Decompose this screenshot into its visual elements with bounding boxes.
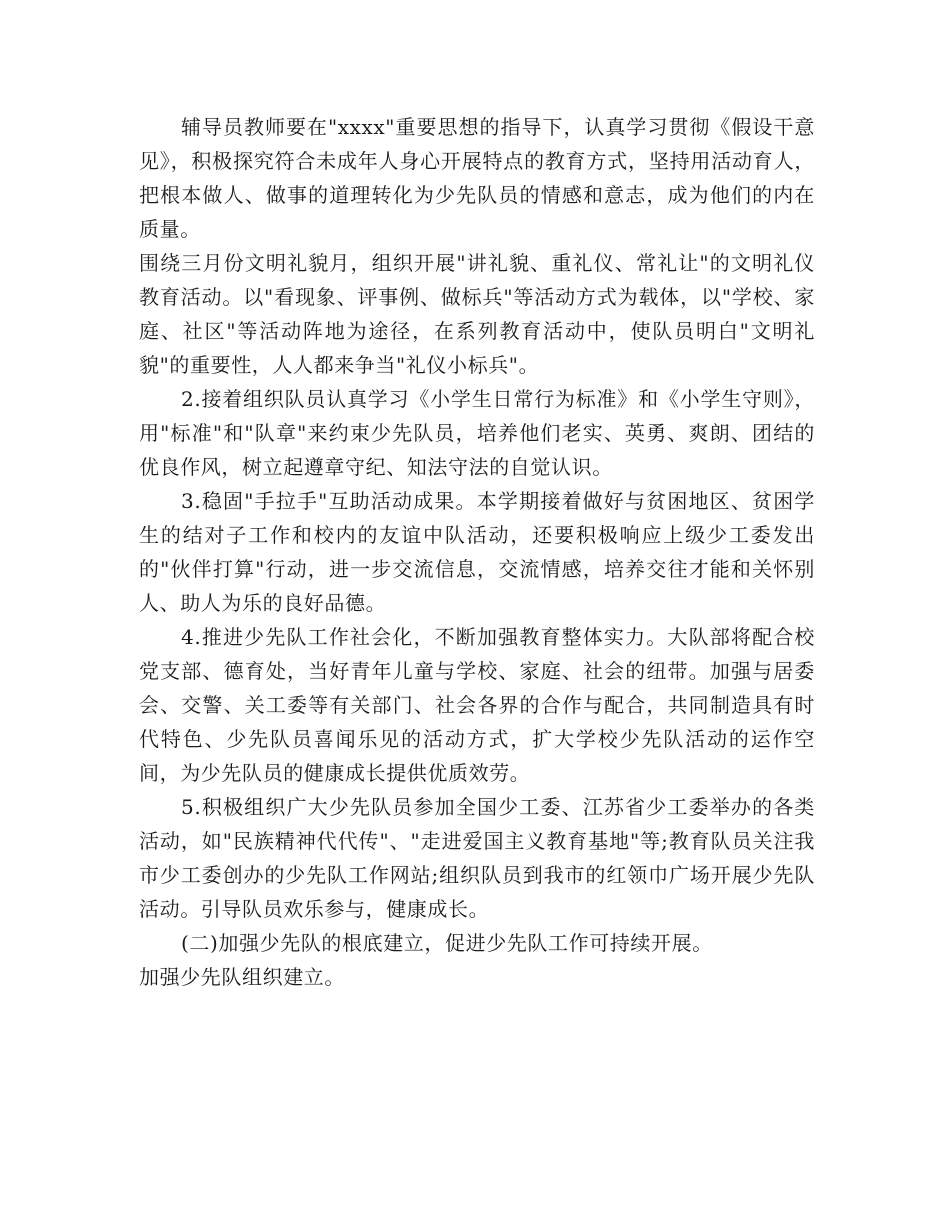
paragraph-organization: 加强少先队组织建立。 <box>139 965 345 989</box>
paragraph-civility-month: 围绕三月份文明礼貌月，组织开展"讲礼貌、重礼仪、常礼让"的文明礼仪教育活动。以"看现象、评事例、做标兵"等活动方式为载体，以"学校、家庭、社区"等活动阵地为途径，在系列教育活动中，使队员明白"文明礼貌"的重要性，人人都来争当"礼仪小标兵"。 <box>139 251 815 377</box>
document-body <box>139 110 815 994</box>
paragraph-item-4: 4.推进少先队工作社会化，不断加强教育整体实力。大队部将配合校党支部、德育处，当好青年儿童与学校、家庭、社会的纽带。加强与居委会、交警、关工委等有关部门、社会各界的合作与配合，共同制造具有时代特色、少先队员喜闻乐见的活动方式，扩大学校少先队活动的运作空间，为少先队员的健康成长提供优质效劳。 <box>139 625 815 785</box>
paragraph-item-5: 5.积极组织广大少先队员参加全国少工委、江苏省少工委举办的各类活动，如"民族精神代代传"、"走进爱国主义教育基地"等;教育队员关注我市少工委创办的少先队工作网站;组织队员到我市的红领巾广场开展少先队活动。引导队员欢乐参与，健康成长。 <box>139 795 815 921</box>
section-heading-2: (二)加强少先队的根底建立，促进少先队工作可持续开展。 <box>181 931 713 955</box>
paragraph-intro: 辅导员教师要在"xxxx"重要思想的指导下，认真学习贯彻《假设干意见》，积极探究符合未成年人身心开展特点的教育方式，坚持用活动育人，把根本做人、做事的道理转化为少先队员的情感和意志，成为他们的内在质量。 <box>139 115 815 241</box>
paragraph-item-2: 2.接着组织队员认真学习《小学生日常行为标准》和《小学生守则》，用"标准"和"队章"来约束少先队员，培养他们老实、英勇、爽朗、团结的优良作风，树立起遵章守纪、知法守法的自觉认识。 <box>139 387 815 479</box>
paragraph-item-3: 3.稳固"手拉手"互助活动成果。本学期接着做好与贫困地区、贫困学生的结对子工作和校内的友谊中队活动，还要积极响应上级少工委发出的"伙伴打算"行动，进一步交流信息，交流情感，培养交往才能和关怀别人、助人为乐的良好品德。 <box>139 489 815 615</box>
